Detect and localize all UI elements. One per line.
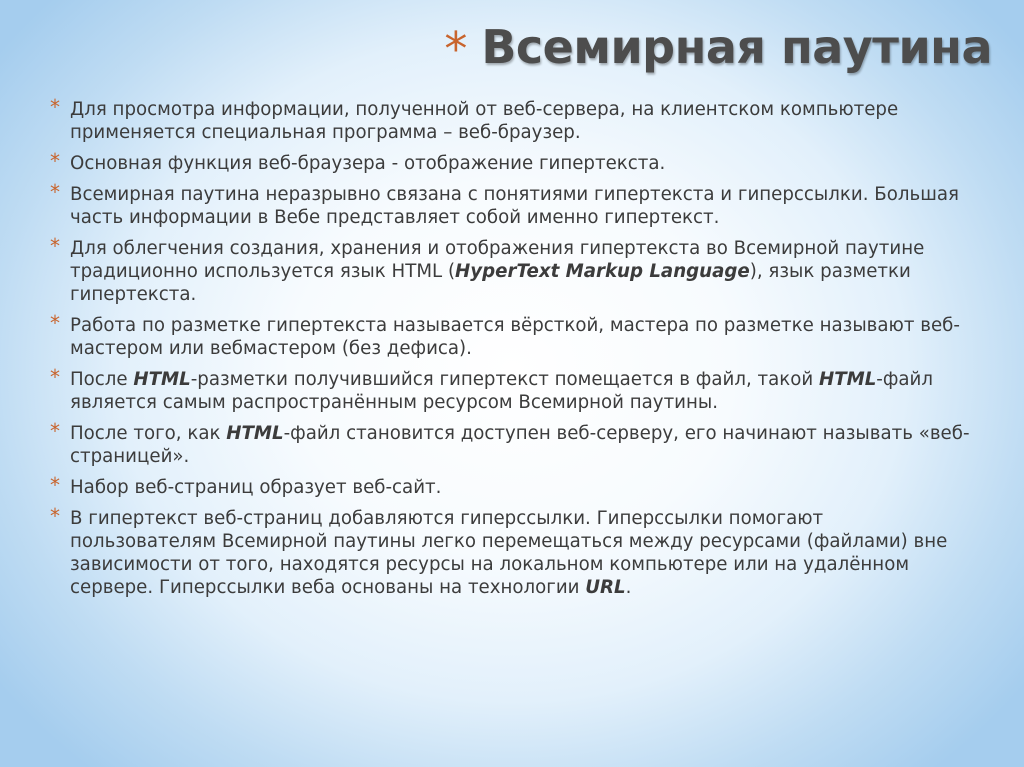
item-emphasis: HTML: [226, 423, 284, 444]
item-text: После того, как: [70, 423, 227, 444]
asterisk-bullet-icon: *: [50, 365, 60, 389]
item-text: Всемирная паутина неразрывно связана с понятиями гипертекста и гиперссылки. Большая часть информации в Вебе представляет собой именно гипертекст.: [70, 184, 959, 228]
item-text: ), язык разметки гипертекста.: [70, 261, 911, 305]
item-text: Для просмотра информации, полученной от веб-сервера, на клиентском компьютере применяется специальная программа – веб-браузер.: [70, 99, 899, 143]
item-text: -разметки получившийся гипертекст помещается в файл, такой: [190, 369, 819, 390]
asterisk-bullet-icon: *: [50, 149, 60, 173]
list-item: [50, 149, 972, 175]
item-text: -файл является самым распространённым ресурсом Всемирной паутины.: [70, 369, 933, 413]
page-title: Всемирная паутина: [481, 20, 992, 74]
item-emphasis: HTML: [818, 369, 877, 390]
item-text: Для облегчения создания, хранения и отображения гипертекста во Всемирной паутине традиционно используется язык HTML (: [70, 238, 925, 282]
asterisk-bullet-icon: *: [50, 95, 60, 119]
asterisk-bullet-icon: *: [50, 180, 60, 204]
item-emphasis: URL: [585, 577, 626, 598]
asterisk-bullet-icon: *: [50, 504, 60, 528]
item-text: -файл становится доступен веб-серверу, его начинают называть «веб-страницей».: [70, 423, 970, 467]
asterisk-bullet-icon: *: [50, 311, 60, 335]
list-item: [50, 180, 972, 229]
item-text: После: [70, 369, 134, 390]
list-item: [50, 311, 972, 360]
item-text: Основная функция веб-браузера - отображение гипертекста.: [70, 153, 666, 174]
list-item: [50, 504, 972, 599]
list-item: [50, 365, 972, 414]
bullet-list: [50, 95, 972, 607]
item-emphasis: HTML: [133, 369, 191, 390]
item-emphasis: HyperText Markup Language: [455, 261, 750, 282]
item-text: Набор веб-страниц образует веб-сайт.: [70, 477, 442, 498]
slide-title: [444, 20, 992, 76]
item-text: Работа по разметке гипертекста называется вёрсткой, мастера по разметке называют веб-мастером или вебмастером (без дефиса).: [70, 315, 960, 359]
list-item: [50, 234, 972, 306]
list-item: [50, 95, 972, 144]
list-item: [50, 473, 972, 499]
asterisk-bullet-icon: *: [50, 234, 60, 258]
list-item: [50, 419, 972, 468]
item-text: В гипертекст веб-страниц добавляются гиперссылки. Гиперссылки помогают пользователям Всемирной паутины легко перемещаться между ресурсами (файлами) вне зависимости от того, находятся ресурсы на локальном компьютере или на удалённом сервере. Гиперссылки веба основаны на технологии: [70, 508, 948, 598]
title-asterisk-icon: *: [444, 22, 468, 76]
item-text: .: [625, 577, 632, 598]
asterisk-bullet-icon: *: [50, 419, 60, 443]
asterisk-bullet-icon: *: [50, 473, 60, 497]
